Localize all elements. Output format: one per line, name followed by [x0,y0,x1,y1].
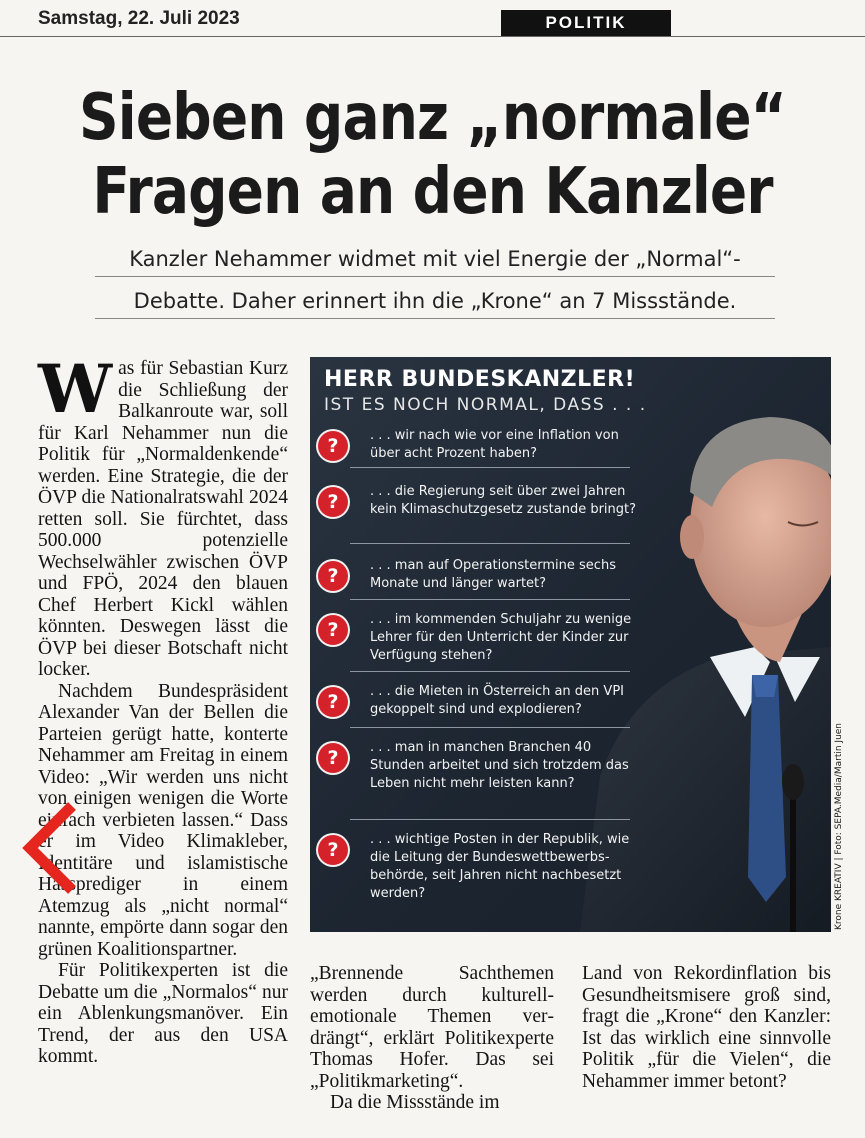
section-label: POLITIK [501,10,671,36]
headline-line-1: Sieben ganz „normale“ [79,81,786,155]
chevron-left-icon[interactable] [20,800,80,896]
question-text: . . . im kommenden Schuljahr zu wenige Lehrer für den Unterricht der Kinder zur Verfügung stehen? [370,612,632,663]
question-text: . . . die Regierung seit über zwei Jahren kein Klimaschutzgesetz zustande bringt? [370,484,637,517]
article-column-3 [582,963,831,1092]
subheadline-rule-bottom [95,318,775,319]
question-divider [350,671,630,672]
question-mark-icon: ? [318,835,348,865]
question-divider [350,543,630,544]
subheadline-line-1: Kanzler Nehammer widmet mit viel Energie der „Normal“- [129,247,741,271]
photo-credit [833,680,847,932]
photo-credit-text: Krone KREATIV | Foto: SEPA.Media/Martin Juen [834,722,844,930]
question-mark-icon: ? [318,743,348,773]
question-mark-icon: ? [318,431,348,461]
question-mark-icon: ? [318,687,348,717]
header-divider [0,36,865,37]
article-paragraph: Da die Missstände im [330,1092,500,1113]
question-text: . . . die Mieten in Österreich an den VPI gekoppelt sind und explodieren? [370,684,624,717]
question-mark-icon: ? [318,615,348,645]
infographic-title: HERR BUNDESKANZLER! [324,367,636,392]
article-paragraph: as für Sebastian Kurz die Schließung der Balkanroute war, soll für Karl Nehammer nun die Politik für „Normaldenkende“ werden. Eine Strategie, die der ÖVP die Nationalratswahl 2024 retten soll. Sie fürchtet, dass 500.000 potenzielle Wechselwähler zwischen ÖVP und FPÖ, 2024 den blauen Chef Herbert Kickl wählen könnten. Deswegen lässt die ÖVP bei dieser Botschaft nicht locker. [38,358,288,680]
infographic-panel [310,357,831,932]
question-divider [350,727,630,728]
infographic-subtitle: IST ES NOCH NORMAL, DASS . . . [324,395,647,415]
article-column-2 [310,963,554,1114]
question-mark-icon: ? [318,487,348,517]
question-divider [350,467,630,468]
dropcap: W [38,350,113,428]
issue-date: Samstag, 22. Juli 2023 [38,8,240,29]
question-text: . . . man in manchen Branchen 40 Stunden arbeitet und sich trotzdem das Leben nicht mehr leisten kann? [370,740,629,791]
question-divider [350,819,630,820]
question-mark-icon: ? [318,561,348,591]
article-paragraph: „Brennende Sachthemen werden durch kulturell-emotionale Themen verdrängt“, erklärt Politikexperte Thomas Hofer. Das sei „Politikmarketing“. [310,963,554,1092]
subheadline-line-2: Debatte. Daher erinnert ihn die „Krone“ an 7 Missstände. [133,289,737,313]
question-text: . . . man auf Operationstermine sechs Monate und länger wartet? [370,558,616,591]
subheadline-rule-top [95,276,775,277]
article-paragraph: Nachdem Bundespräsident Alexander Van der Bellen die Parteien gerügt hatte, konterte Nehammer am Freitag in einem Video: „Wir werden uns nicht von einigen wenigen die Worte einfach verbieten lassen.“ Dass er im Video Klimakleber, Identitäre und islamistische Hassprediger in einem Atemzug als „nicht normal“ nannte, empörte dann sogar den grünen Koalitionspartner. [38,680,288,960]
question-text: . . . wichtige Posten in der Republik, wie die Leitung der Bundeswettbewerbsbehörde, seit Jahren nicht nachbesetzt werden? [370,832,630,901]
article-paragraph: Land von Rekordinflation bis Gesundheitsmisere groß sind, fragt die „Krone“ den Kanzler: Ist das wirklich eine sinnvolle Politik „für die Vielen“, die Nehammer immer betont? [582,963,831,1092]
headline-line-2: Fragen an den Kanzler [92,155,773,229]
question-text: . . . wir nach wie vor eine Inflation von über acht Prozent haben? [370,428,619,461]
article-column-1 [38,350,288,1068]
article-paragraph: Für Politikexperten ist die Debatte um die „Normalos“ nur ein Ablenkungsmanöver. Ein Trend, der aus den USA kommt. [38,960,288,1067]
question-divider [350,599,630,600]
